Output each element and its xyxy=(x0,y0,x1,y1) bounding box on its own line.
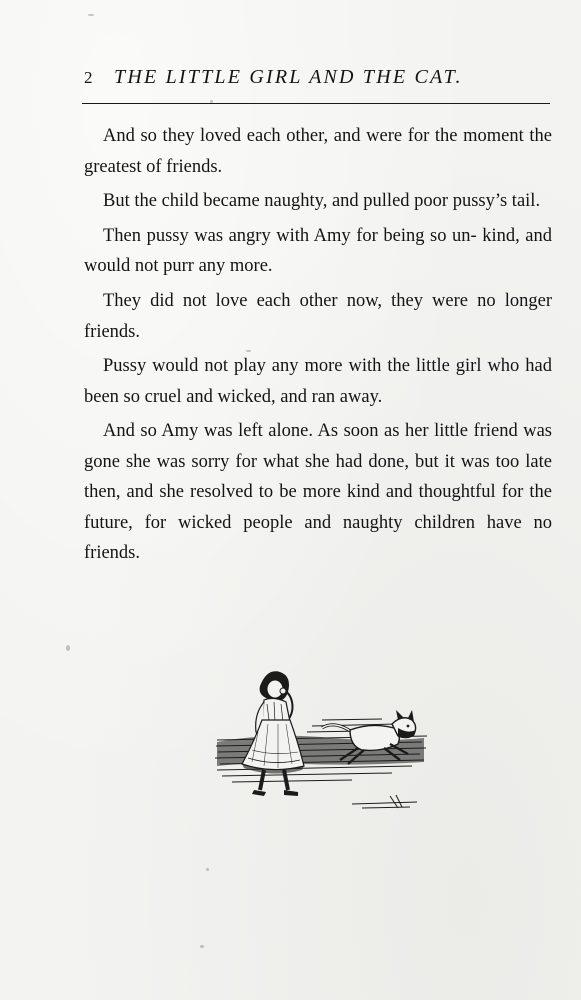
paper-speck xyxy=(200,945,204,948)
paper-speck xyxy=(246,350,251,352)
paragraph-5: Pussy would not play any more with the little girl who had been so cruel and wicked, and ran away. xyxy=(84,356,552,407)
running-title: THE LITTLE GIRL AND THE CAT. xyxy=(114,66,463,88)
paragraph-1: And so they loved each other, and were for the moment the greatest of friends. xyxy=(84,126,552,177)
running-header xyxy=(84,66,550,96)
paper-speck xyxy=(66,645,70,651)
paragraph-2: But the child became naughty, and pulled poor pussy’s tail. xyxy=(103,191,541,212)
girl-and-cat-illustration xyxy=(212,662,432,812)
paper-speck xyxy=(210,100,213,103)
body-text xyxy=(84,121,552,573)
paper-speck xyxy=(88,14,94,16)
paragraph-3: Then pussy was angry with Amy for being so un- kind, and would not purr any more. xyxy=(84,225,552,277)
paragraph-6: And so Amy was left alone. As soon as her little friend was gone she was sorry for what she had done, but it was too late then, and she resolved to be more kind and thoughtful for the future, for wicked people and naughty children have no friends. xyxy=(84,421,552,564)
paragraph-4: They did not love each other now, they were no longer friends. xyxy=(84,291,552,342)
signature-scribble xyxy=(352,795,417,808)
page-number: 2 xyxy=(84,68,93,87)
girl-figure xyxy=(242,671,304,796)
paper-speck xyxy=(206,868,209,871)
header-rule xyxy=(82,103,550,104)
